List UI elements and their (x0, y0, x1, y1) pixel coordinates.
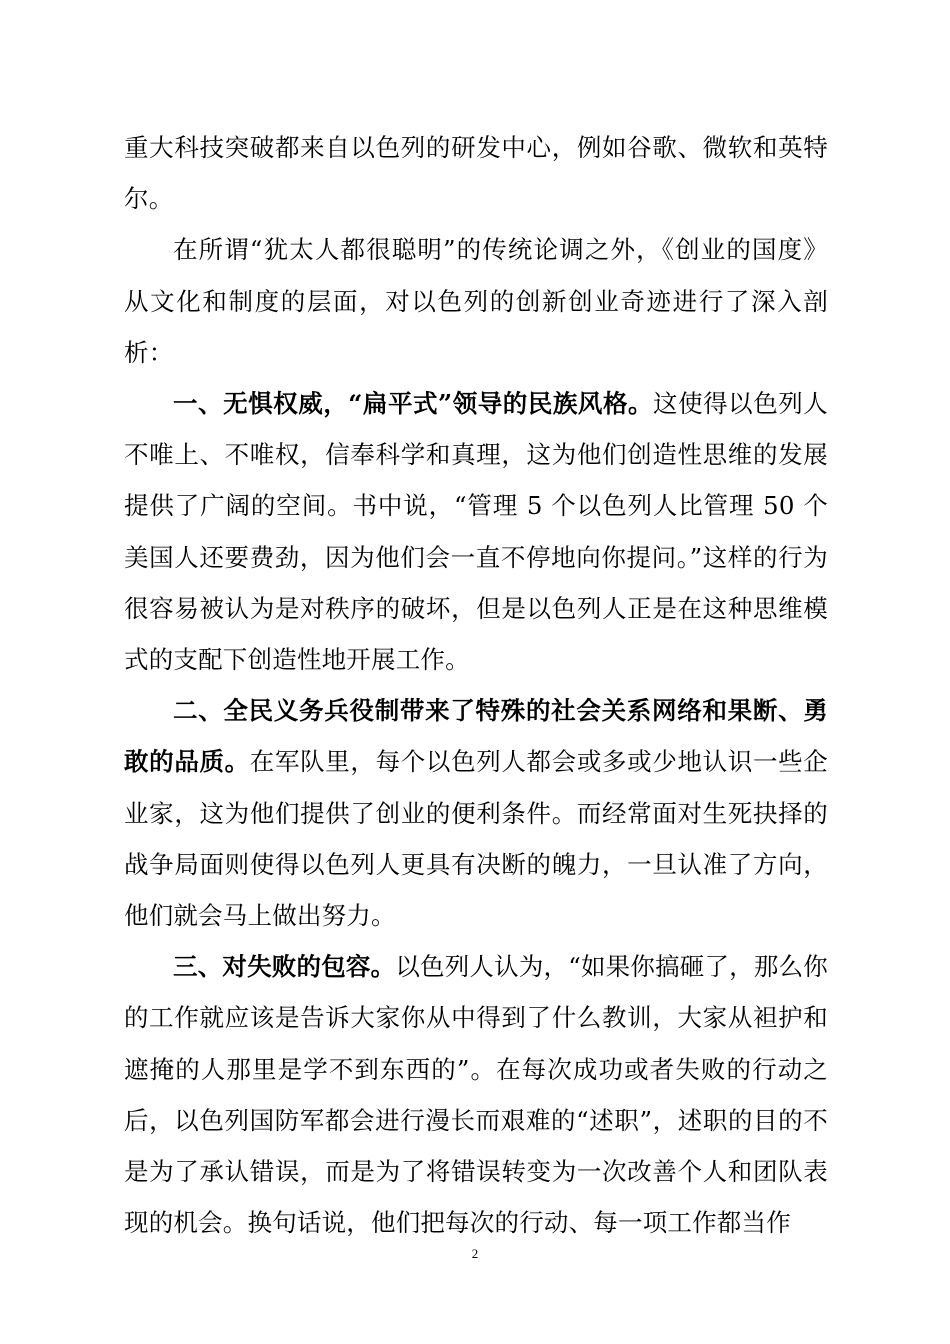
paragraph-heading: 一、无惧权威，“扁平式”领导的民族风格。 (173, 389, 654, 419)
paragraph-text: 以色列人认为，“如果你搞砸了，那么你的工作就应该是告诉大家你从中得到了什么教训，大家从袒护和遮掩的人那里是学不到东西的”。在每次成功或者失败的行动之后，以色列国防军都会进行漫长而艰难的“述职”，述职的目的不是为了承认错误，而是为了将错误转变为一次改善个人和团队表现的机会。换句话说，他们把每次的行动、每一项工作都当作 (124, 952, 828, 1238)
paragraph-text: 重大科技突破都来自以色列的研发中心，例如谷歌、微软和英特尔。 (124, 133, 828, 214)
paragraph-text: 这使得以色列人不唯上、不唯权，信奉科学和真理，这为他们创造性思维的发展提供了广阔的空间。书中说，“管理 5 个以色列人比管理 50 个美国人还要费劲，因为他们会一直不停地向你提问。”这样的行为很容易被认为是对秩序的破坏，但是以色列人正是在这种思维模式的支配下创造性地开展工作。 (124, 389, 829, 675)
body-text (124, 122, 828, 1248)
paragraph-intro (124, 224, 828, 378)
paragraph-point-one (124, 378, 828, 685)
paragraph-heading: 三、对失败的包容。 (173, 952, 396, 982)
paragraph-point-three (124, 941, 828, 1248)
paragraph-heading: 二、全民义务兵役制带来了特殊的社会关系网络和果断、勇敢的品质。 (124, 696, 828, 777)
paragraph-point-two (124, 685, 828, 941)
paragraph-text: 在军队里，每个以色列人都会或多或少地认识一些企业家，这为他们提供了创业的便利条件。而经常面对生死抉择的战争局面则使得以色列人更具有决断的魄力，一旦认准了方向，他们就会马上做出努力。 (124, 747, 828, 931)
page-number: 2 (471, 1246, 479, 1261)
paragraph-text: 在所谓“犹太人都很聪明”的传统论调之外，《创业的国度》从文化和制度的层面，对以色列的创新创业奇迹进行了深入剖析： (124, 235, 828, 367)
paragraph-continuation (124, 122, 828, 224)
